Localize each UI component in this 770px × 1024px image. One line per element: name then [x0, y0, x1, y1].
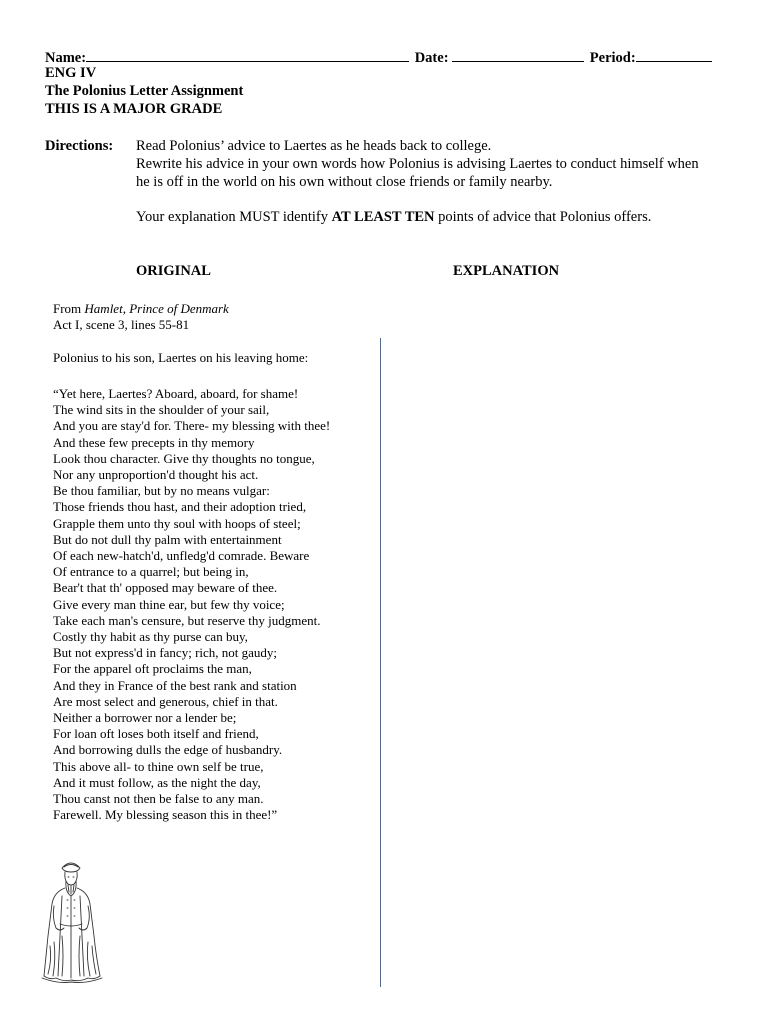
directions-line-4 [136, 208, 651, 226]
period-blank[interactable] [636, 48, 712, 62]
course-label: ENG IV [45, 65, 97, 81]
date-label: Date: [414, 50, 449, 66]
directions-line-4-pre: Your explanation MUST identify [136, 209, 332, 225]
poem-line: Are most select and generous, chief in that. [53, 693, 278, 709]
poem-line: But do not dull thy palm with entertainment [53, 531, 282, 547]
column-divider [380, 338, 381, 987]
assignment-title: The Polonius Letter Assignment [45, 83, 244, 99]
poem-line: Be thou familiar, but by no means vulgar: [53, 483, 270, 499]
poem-line: Of each new-hatch'd, unfledg'd comrade. Beware [53, 548, 310, 564]
poem-line: And borrowing dulls the edge of husbandry. [53, 742, 283, 758]
poem-line: Of entrance to a quarrel; but being in, [53, 564, 249, 580]
source-intro: Polonius to his son, Laertes on his leaving home: [53, 350, 309, 365]
source-work-title: Hamlet, Prince of Denmark [84, 301, 229, 316]
directions-line-3: he is off in the world on his own without close friends or family nearby. [136, 174, 553, 190]
explanation-writing-area[interactable] [390, 340, 730, 985]
polonius-illustration [38, 856, 104, 986]
poem-line: Look thou character. Give thy thoughts no tongue, [53, 450, 315, 466]
poem-line: Neither a borrower nor a lender be; [53, 710, 237, 726]
source-citation: Act I, scene 3, lines 55-81 [53, 317, 190, 332]
poem-line: Thou canst not then be false to any man. [53, 791, 264, 807]
name-label: Name: [45, 50, 87, 66]
poem-line: And these few precepts in thy memory [53, 434, 255, 450]
period-label: Period: [589, 50, 636, 66]
source-from: From [53, 301, 85, 316]
poem-line: Farewell. My blessing season this in thee!” [53, 807, 278, 823]
directions-label: Directions: [45, 138, 114, 154]
poem-text [53, 386, 330, 823]
poem-line: For loan oft loses both itself and friend, [53, 726, 259, 742]
poem-line: And they in France of the best rank and station [53, 677, 297, 693]
poem-line: And it must follow, as the night the day, [53, 774, 261, 790]
date-blank[interactable] [452, 48, 584, 62]
poem-line: Bear't that th' opposed may beware of thee. [53, 580, 278, 596]
poem-line: Take each man's censure, but reserve thy judgment. [53, 612, 321, 628]
poem-line: Those friends thou hast, and their adoption tried, [53, 499, 307, 515]
explanation-heading: EXPLANATION [453, 263, 560, 279]
poem-line: The wind sits in the shoulder of your sail, [53, 402, 270, 418]
poem-line: For the apparel oft proclaims the man, [53, 661, 252, 677]
poem-line: Give every man thine ear, but few thy voice; [53, 596, 285, 612]
name-blank[interactable] [86, 48, 409, 62]
poem-line: But not express'd in fancy; rich, not gaudy; [53, 645, 278, 661]
poem-line: And you are stay'd for. There- my blessing with thee! [53, 418, 331, 434]
directions-line-4-emphasis: AT LEAST TEN [331, 209, 435, 225]
poem-line: This above all- to thine own self be true, [53, 758, 264, 774]
name-date-period-line [45, 48, 712, 67]
grade-note: THIS IS A MAJOR GRADE [45, 101, 223, 117]
source-line [53, 301, 229, 317]
directions-line-4-post: points of advice that Polonius offers. [434, 209, 652, 225]
poem-line: Costly thy habit as thy purse can buy, [53, 629, 248, 645]
poem-line: Grapple them unto thy soul with hoops of steel; [53, 515, 301, 531]
directions-line-1: Read Polonius’ advice to Laertes as he heads back to college. [136, 138, 492, 154]
directions-line-2: Rewrite his advice in your own words how Polonius is advising Laertes to conduct himself when [136, 156, 699, 172]
poem-line: Nor any unproportion'd thought his act. [53, 467, 259, 483]
poem-line: “Yet here, Laertes? Aboard, aboard, for shame! [53, 386, 299, 401]
original-heading: ORIGINAL [136, 263, 211, 279]
